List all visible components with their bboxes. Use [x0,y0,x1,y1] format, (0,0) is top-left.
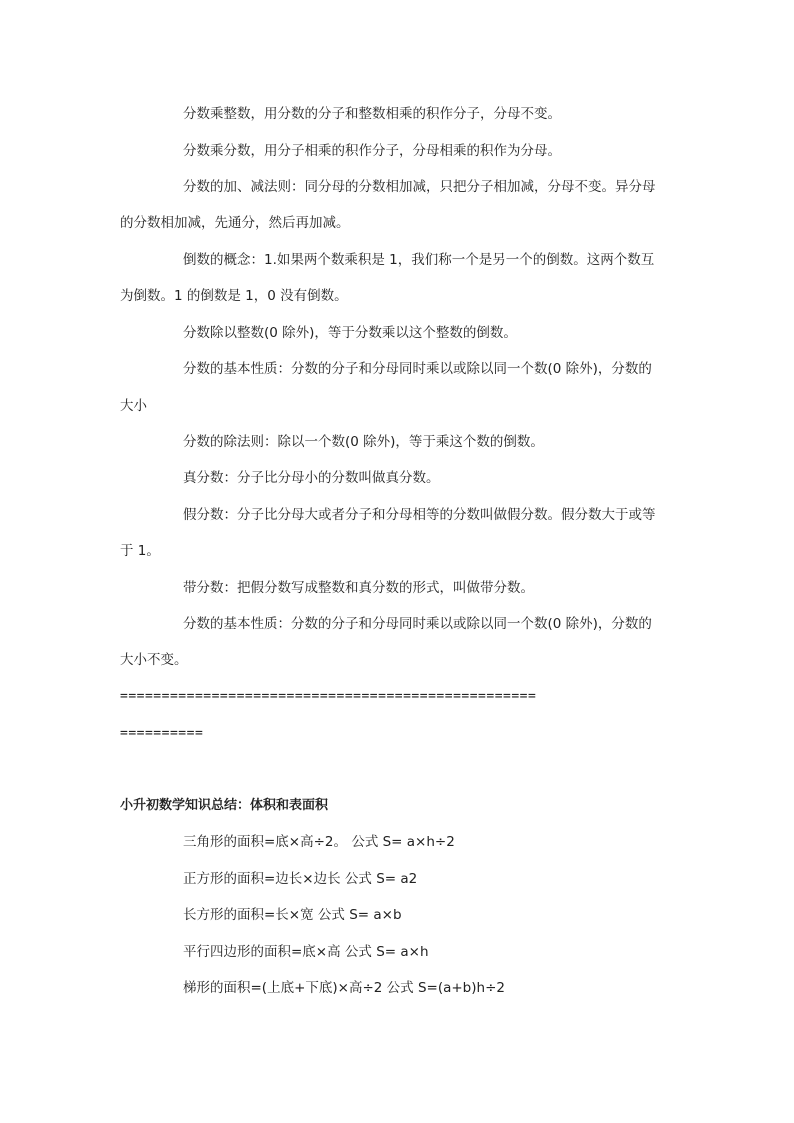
paragraph-fraction-divided-by-integer: 分数除以整数(0 除外)，等于分数乘以这个整数的倒数。 [183,325,517,341]
formula-trapezoid-area: 梯形的面积=(上底+下底)×高÷2 公式 S=(a+b)h÷2 [183,980,505,996]
divider-line-1: ================================================== [120,689,537,704]
paragraph-mixed-number: 带分数：把假分数写成整数和真分数的形式，叫做带分数。 [183,580,534,596]
paragraph-basic-property-repeat-line2: 大小不变。 [120,652,188,668]
formula-parallelogram-area: 平行四边形的面积=底×高 公式 S= a×h [183,944,429,960]
paragraph-proper-fraction: 真分数：分子比分母小的分数叫做真分数。 [183,470,440,486]
paragraph-fraction-times-fraction: 分数乘分数，用分子相乘的积作分子，分母相乘的积作为分母。 [183,143,561,159]
paragraph-add-subtract-rule-line2: 的分数相加减，先通分，然后再加减。 [120,215,350,231]
paragraph-basic-property-line1: 分数的基本性质：分数的分子和分母同时乘以或除以同一个数(0 除外)，分数的 [183,361,652,377]
section-heading: 小升初数学知识总结：体积和表面积 [120,798,329,813]
divider-line-2: ========== [120,726,204,741]
paragraph-reciprocal-line1: 倒数的概念：1.如果两个数乘积是 1，我们称一个是另一个的倒数。这两个数互 [183,252,655,268]
paragraph-division-rule: 分数的除法则：除以一个数(0 除外)，等于乘这个数的倒数。 [183,434,544,450]
paragraph-basic-property-repeat-line1: 分数的基本性质：分数的分子和分母同时乘以或除以同一个数(0 除外)，分数的 [183,616,652,632]
paragraph-reciprocal-line2: 为倒数。1 的倒数是 1，0 没有倒数。 [120,288,348,304]
paragraph-add-subtract-rule-line1: 分数的加、减法则：同分母的分数相加减，只把分子相加减，分母不变。异分母 [183,179,656,195]
paragraph-improper-fraction-line1: 假分数：分子比分母大或者分子和分母相等的分数叫做假分数。假分数大于或等 [183,507,656,523]
paragraph-improper-fraction-line2: 于 1。 [120,543,160,559]
formula-square-area: 正方形的面积=边长×边长 公式 S= a2 [183,871,418,887]
formula-rectangle-area: 长方形的面积=长×宽 公式 S= a×b [183,907,402,923]
paragraph-basic-property-line2: 大小 [120,398,147,414]
paragraph-fraction-times-integer: 分数乘整数，用分数的分子和整数相乘的积作分子，分母不变。 [183,106,561,122]
formula-triangle-area: 三角形的面积=底×高÷2。 公式 S= a×h÷2 [183,834,455,850]
